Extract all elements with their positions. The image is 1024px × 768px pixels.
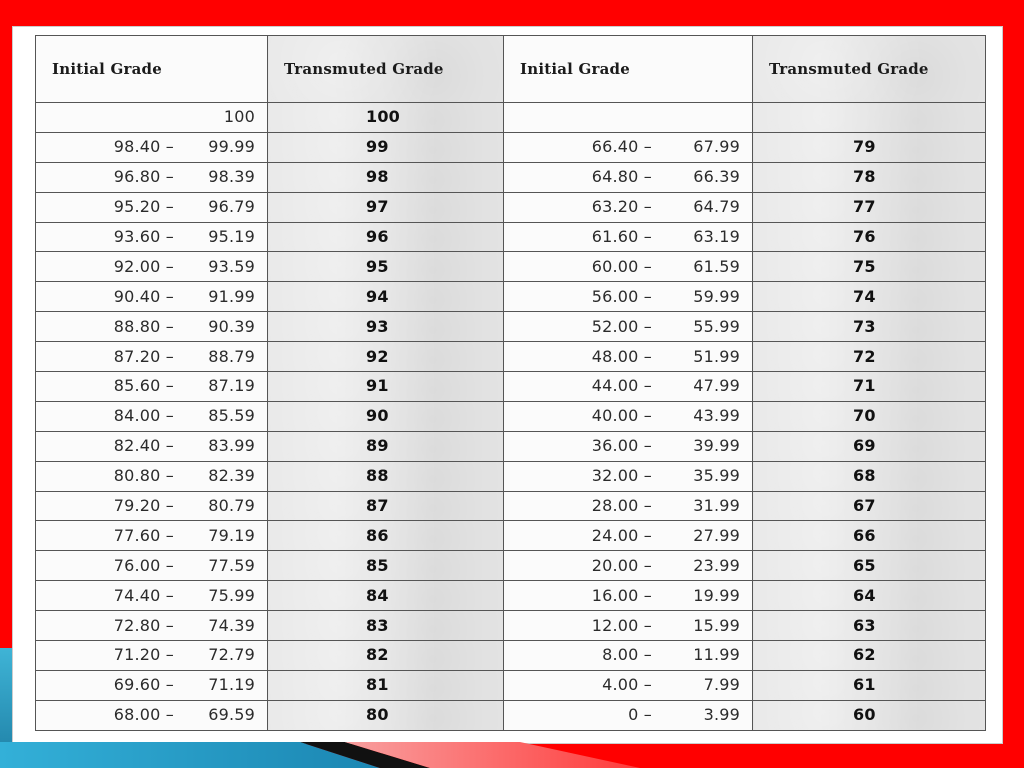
initial-grade-range-from: 87.20 –: [113, 346, 174, 366]
initial-grade-range-from: 52.00 –: [591, 316, 652, 336]
initial-grade-range-to: 82.39: [208, 466, 255, 486]
transmuted-grade-right-cell: 78: [753, 162, 986, 192]
initial-grade-range-to: 61.59: [693, 256, 740, 276]
initial-grade-left-cell: [36, 222, 268, 252]
transmuted-grade-right-cell: 77: [753, 192, 986, 222]
initial-grade-range-to: 77.59: [208, 555, 255, 575]
transmuted-grade-left-cell: 90: [268, 401, 504, 431]
table-row: [36, 103, 986, 133]
initial-grade-range-from: 84.00 –: [113, 406, 174, 426]
initial-grade-range-from: 20.00 –: [591, 555, 652, 575]
initial-grade-range-to: 90.39: [208, 316, 255, 336]
initial-grade-range-to: 47.99: [693, 376, 740, 396]
transmuted-grade-left-cell: 80: [268, 700, 504, 730]
left-blue-accent: [0, 648, 12, 768]
initial-grade-range-from: 79.20 –: [113, 496, 174, 516]
initial-grade-left-cell: [36, 551, 268, 581]
initial-grade-right-cell: [504, 282, 753, 312]
transmuted-grade-left-cell: 92: [268, 342, 504, 372]
initial-grade-range-to: 43.99: [693, 406, 740, 426]
initial-grade-left-cell: [36, 611, 268, 641]
initial-grade-range-to: 69.59: [208, 705, 255, 725]
initial-grade-range-from: 85.60 –: [113, 376, 174, 396]
initial-grade-range-to: 63.19: [693, 227, 740, 246]
table-row: [36, 401, 986, 431]
initial-grade-range-to: 15.99: [693, 615, 740, 635]
initial-grade-left-cell: [36, 252, 268, 282]
initial-grade-range-from: 4.00 –: [602, 675, 652, 695]
transmuted-grade-right-cell: 63: [753, 611, 986, 641]
initial-grade-range-to: 83.99: [208, 436, 255, 456]
initial-grade-right-cell: [504, 670, 753, 700]
table-row: [36, 700, 986, 730]
initial-grade-range-from: 0 –: [628, 705, 652, 725]
initial-grade-range-to: 55.99: [693, 316, 740, 336]
initial-grade-right-cell: [504, 641, 753, 671]
bottom-black-wedge: [300, 742, 430, 768]
table-row: [36, 491, 986, 521]
transmuted-grade-right-cell: 67: [753, 491, 986, 521]
table-row: [36, 521, 986, 551]
table-row: [36, 611, 986, 641]
header-initial-grade-left: Initial Grade: [36, 36, 268, 103]
initial-grade-range-from: 93.60 –: [113, 227, 174, 246]
initial-grade-range-from: 90.40 –: [113, 286, 174, 306]
initial-grade-right-cell: [504, 222, 753, 252]
table-row: [36, 282, 986, 312]
initial-grade-range-to: 93.59: [208, 256, 255, 276]
initial-grade-range-to: 39.99: [693, 436, 740, 456]
initial-grade-range-from: 24.00 –: [591, 525, 652, 545]
initial-grade-range-from: 8.00 –: [602, 645, 652, 665]
initial-grade-range-to: 88.79: [208, 346, 255, 366]
initial-grade-range-from: 63.20 –: [591, 197, 652, 217]
transmuted-grade-right-cell: 65: [753, 551, 986, 581]
transmuted-grade-right-cell: 66: [753, 521, 986, 551]
header-initial-grade-right: Initial Grade: [504, 36, 753, 103]
initial-grade-range-to: 98.39: [208, 167, 255, 187]
initial-grade-range-to: 27.99: [693, 525, 740, 545]
initial-grade-range-to: 11.99: [693, 645, 740, 665]
transmuted-grade-left-cell: 95: [268, 252, 504, 282]
initial-grade-right-cell: [504, 372, 753, 402]
table-row: [36, 641, 986, 671]
initial-grade-range-from: 12.00 –: [591, 615, 652, 635]
initial-grade-range-to: 3.99: [703, 705, 740, 725]
initial-grade-range-from: 95.20 –: [113, 197, 174, 217]
table-row: [36, 461, 986, 491]
initial-grade-left-cell: [36, 372, 268, 402]
initial-grade-right-cell: [504, 192, 753, 222]
table-row: [36, 372, 986, 402]
initial-grade-range-to: 85.59: [208, 406, 255, 426]
initial-grade-range-to: 96.79: [208, 197, 255, 217]
transmuted-grade-left-cell: 87: [268, 491, 504, 521]
initial-grade-range-from: 72.80 –: [113, 615, 174, 635]
initial-grade-range-from: 71.20 –: [113, 645, 174, 665]
transmuted-grade-left-cell: 89: [268, 431, 504, 461]
transmuted-grade-left-cell: 91: [268, 372, 504, 402]
initial-grade-right-cell: [504, 162, 753, 192]
initial-grade-right-cell: [504, 581, 753, 611]
initial-grade-left-cell: [36, 431, 268, 461]
initial-grade-range-from: 92.00 –: [113, 256, 174, 276]
initial-grade-range-to: 23.99: [693, 555, 740, 575]
initial-grade-range-from: 74.40 –: [113, 585, 174, 605]
transmuted-grade-left-cell: 88: [268, 461, 504, 491]
transmuted-grade-left-cell: 97: [268, 192, 504, 222]
transmuted-grade-left-cell: 84: [268, 581, 504, 611]
transmutation-table: [35, 35, 986, 731]
table-row: [36, 342, 986, 372]
initial-grade-range-from: 32.00 –: [591, 466, 652, 486]
initial-grade-range-to: 71.19: [208, 675, 255, 695]
transmuted-grade-left-cell: 98: [268, 162, 504, 192]
initial-grade-right-cell: [504, 342, 753, 372]
initial-grade-range-to: 7.99: [703, 675, 740, 695]
header-transmuted-grade-right: Transmuted Grade: [753, 36, 986, 103]
initial-grade-range-from: 36.00 –: [591, 436, 652, 456]
initial-grade-left-cell: [36, 641, 268, 671]
transmuted-grade-right-cell: 68: [753, 461, 986, 491]
bottom-blue-wedge: [0, 742, 380, 768]
transmuted-grade-right-cell: 61: [753, 670, 986, 700]
initial-grade-left-cell: [36, 132, 268, 162]
initial-grade-range-from: 77.60 –: [113, 525, 174, 545]
initial-grade-range-to: 59.99: [693, 286, 740, 306]
initial-grade-range-from: 69.60 –: [113, 675, 174, 695]
initial-grade-left-cell: [36, 670, 268, 700]
initial-grade-left-cell: [36, 700, 268, 730]
initial-grade-range-from: 28.00 –: [591, 496, 652, 516]
initial-grade-range-from: 56.00 –: [591, 286, 652, 306]
initial-grade-right-cell: [504, 611, 753, 641]
initial-grade-left-cell: [36, 521, 268, 551]
initial-grade-range-from: 40.00 –: [591, 406, 652, 426]
table-body: [36, 103, 986, 731]
initial-grade-right-cell: [504, 252, 753, 282]
initial-grade-range-from: 82.40 –: [113, 436, 174, 456]
initial-grade-left-cell: [36, 103, 268, 133]
transmuted-grade-left-cell: 96: [268, 222, 504, 252]
transmuted-grade-left-cell: 82: [268, 641, 504, 671]
transmuted-grade-left-cell: 99: [268, 132, 504, 162]
table-row: [36, 162, 986, 192]
initial-grade-range-from: 44.00 –: [591, 376, 652, 396]
initial-grade-range-from: 66.40 –: [591, 137, 652, 157]
initial-grade-right-cell: [504, 312, 753, 342]
transmuted-grade-right-cell: 73: [753, 312, 986, 342]
bottom-accent-shapes: [0, 742, 1024, 768]
transmuted-grade-right-cell: [753, 103, 986, 133]
transmuted-grade-left-cell: 85: [268, 551, 504, 581]
table-header-row: [36, 36, 986, 103]
transmuted-grade-right-cell: 62: [753, 641, 986, 671]
transmuted-grade-right-cell: 74: [753, 282, 986, 312]
initial-grade-left-cell: [36, 401, 268, 431]
transmuted-grade-left-cell: 100: [268, 103, 504, 133]
transmuted-grade-left-cell: 83: [268, 611, 504, 641]
table-row: [36, 551, 986, 581]
initial-grade-range-from: 48.00 –: [591, 346, 652, 366]
table-row: [36, 192, 986, 222]
transmuted-grade-right-cell: 76: [753, 222, 986, 252]
initial-grade-range-to: 31.99: [693, 496, 740, 516]
initial-grade-range-to: 67.99: [693, 137, 740, 157]
initial-grade-right-cell: [504, 491, 753, 521]
initial-grade-range-to: 35.99: [693, 466, 740, 486]
transmuted-grade-right-cell: 69: [753, 431, 986, 461]
initial-grade-left-cell: [36, 461, 268, 491]
table-row: [36, 670, 986, 700]
transmuted-grade-right-cell: 72: [753, 342, 986, 372]
initial-grade-range-from: 64.80 –: [591, 167, 652, 187]
initial-grade-range-from: 96.80 –: [113, 167, 174, 187]
transmuted-grade-right-cell: 75: [753, 252, 986, 282]
table-row: [36, 312, 986, 342]
initial-grade-value: 100: [223, 107, 255, 127]
table-row: [36, 132, 986, 162]
transmuted-grade-right-cell: 64: [753, 581, 986, 611]
initial-grade-range-from: 60.00 –: [591, 256, 652, 276]
initial-grade-range-to: 72.79: [208, 645, 255, 665]
table-row: [36, 222, 986, 252]
bottom-light-red-wedge: [345, 742, 640, 768]
initial-grade-range-to: 64.79: [693, 197, 740, 217]
initial-grade-range-to: 66.39: [693, 167, 740, 187]
header-transmuted-grade-left: Transmuted Grade: [268, 36, 504, 103]
initial-grade-range-from: 68.00 –: [113, 705, 174, 725]
initial-grade-left-cell: [36, 491, 268, 521]
initial-grade-range-from: 98.40 –: [113, 137, 174, 157]
initial-grade-left-cell: [36, 282, 268, 312]
initial-grade-range-to: 80.79: [208, 496, 255, 516]
initial-grade-left-cell: [36, 192, 268, 222]
initial-grade-right-cell: [504, 431, 753, 461]
transmuted-grade-left-cell: 86: [268, 521, 504, 551]
initial-grade-range-from: 88.80 –: [113, 316, 174, 336]
transmuted-grade-left-cell: 93: [268, 312, 504, 342]
initial-grade-range-to: 75.99: [208, 585, 255, 605]
table-row: [36, 581, 986, 611]
initial-grade-range-to: 87.19: [208, 376, 255, 396]
initial-grade-range-to: 19.99: [693, 585, 740, 605]
initial-grade-range-from: 80.80 –: [113, 466, 174, 486]
initial-grade-right-cell: [504, 551, 753, 581]
initial-grade-right-cell: [504, 700, 753, 730]
initial-grade-range-to: 95.19: [208, 227, 255, 246]
initial-grade-right-cell: [504, 521, 753, 551]
initial-grade-right-cell: [504, 103, 753, 133]
initial-grade-range-to: 91.99: [208, 286, 255, 306]
table-row: [36, 252, 986, 282]
initial-grade-range-to: 74.39: [208, 615, 255, 635]
slide-canvas: [12, 26, 1003, 744]
transmuted-grade-left-cell: 94: [268, 282, 504, 312]
transmuted-grade-right-cell: 71: [753, 372, 986, 402]
initial-grade-range-from: 61.60 –: [591, 227, 652, 246]
initial-grade-right-cell: [504, 132, 753, 162]
initial-grade-range-from: 16.00 –: [591, 585, 652, 605]
initial-grade-range-to: 51.99: [693, 346, 740, 366]
initial-grade-left-cell: [36, 312, 268, 342]
initial-grade-range-to: 99.99: [208, 137, 255, 157]
transmuted-grade-right-cell: 70: [753, 401, 986, 431]
initial-grade-left-cell: [36, 342, 268, 372]
initial-grade-right-cell: [504, 401, 753, 431]
initial-grade-left-cell: [36, 162, 268, 192]
transmuted-grade-left-cell: 81: [268, 670, 504, 700]
initial-grade-right-cell: [504, 461, 753, 491]
initial-grade-range-from: 76.00 –: [113, 555, 174, 575]
initial-grade-range-to: 79.19: [208, 525, 255, 545]
transmuted-grade-right-cell: 79: [753, 132, 986, 162]
initial-grade-left-cell: [36, 581, 268, 611]
table-row: [36, 431, 986, 461]
transmuted-grade-right-cell: 60: [753, 700, 986, 730]
